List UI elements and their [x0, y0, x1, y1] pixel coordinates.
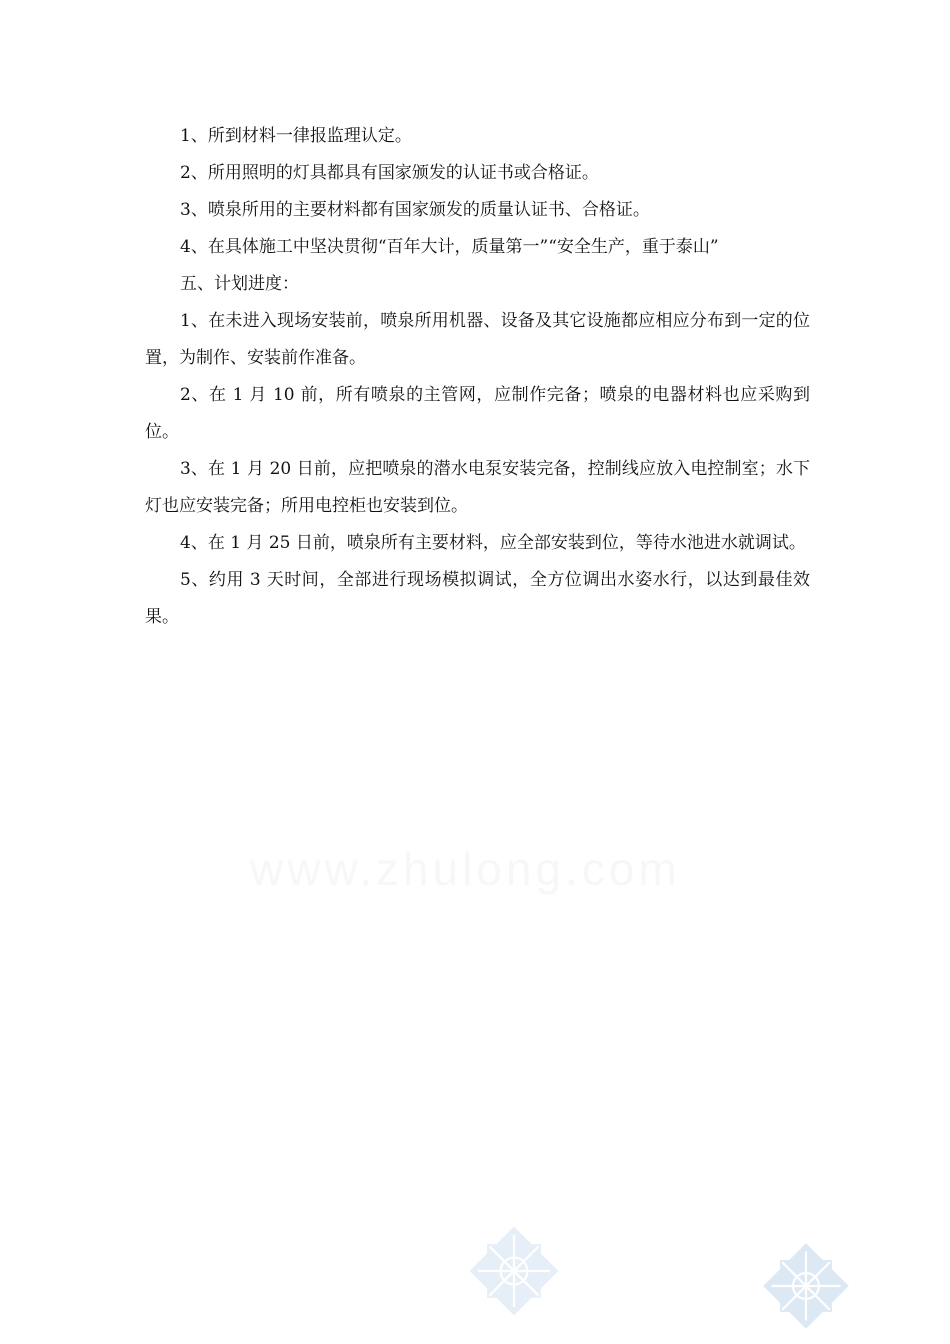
- paragraph-material-approval: 1、所到材料一律报监理认定。: [180, 126, 412, 146]
- schedule-item-3: 3、在 1 月 20 日前，应把喷泉的潜水电泵安装完备，控制线应放入电控制室；水下灯也应安装完备；所用电控柜也安装到位。: [145, 459, 810, 516]
- document-body: [145, 118, 810, 636]
- schedule-item-4: 4、在 1 月 25 日前，喷泉所有主要材料，应全部安装到位，等待水池进水就调试。: [180, 533, 806, 553]
- snowflake-ornament-icon: [752, 1232, 860, 1340]
- schedule-item-2: 2、在 1 月 10 前，所有喷泉的主管网，应制作完备；喷泉的电器材料也应采购到位。: [145, 385, 810, 442]
- paragraph-lighting-certificate: 2、所用照明的灯具都具有国家颁发的认证书或合格证。: [180, 163, 599, 183]
- schedule-item-5: 5、约用 3 天时间，全部进行现场模拟调试，全方位调出水姿水行，以达到最佳效果。: [145, 570, 810, 627]
- snowflake-ornament-icon: [458, 1215, 570, 1327]
- paragraph-quality-slogan: 4、在具体施工中坚决贯彻“百年大计，质量第一”“安全生产，重于泰山”: [180, 237, 719, 257]
- watermark-text: www.zhulong.com: [250, 843, 681, 895]
- schedule-item-1: 1、在未进入现场安装前，喷泉所用机器、设备及其它设施都应相应分布到一定的位置，为制作、安装前作准备。: [145, 311, 810, 368]
- paragraph-fountain-materials: 3、喷泉所用的主要材料都有国家颁发的质量认证书、合格证。: [180, 200, 650, 220]
- section-heading-schedule: 五、计划进度：: [180, 274, 299, 294]
